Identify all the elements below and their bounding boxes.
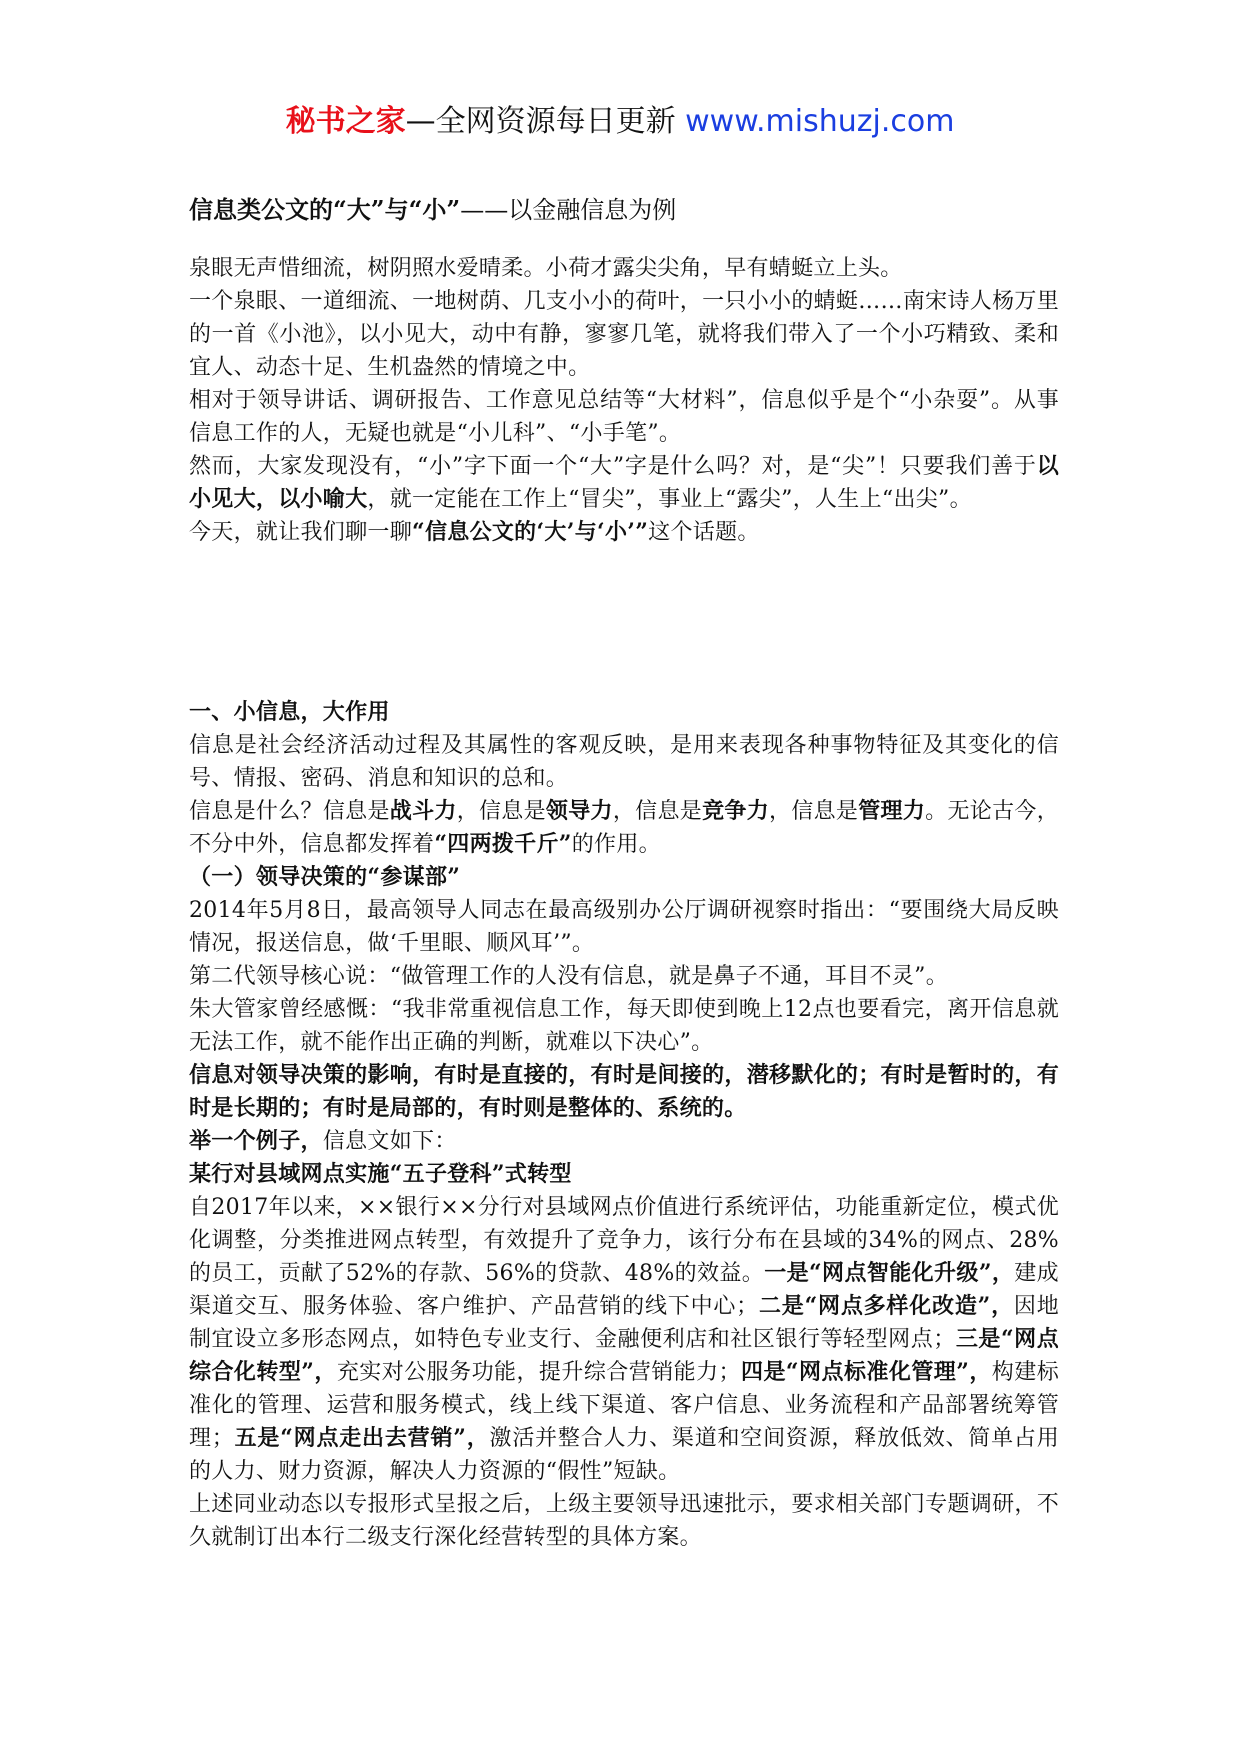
section-heading: 一、小信息，大作用 bbox=[189, 699, 390, 725]
intro-paragraph-1: 一个泉眼、一道细流、一地树荫、几支小小的荷叶，一只小小的蜻蜓……南宋诗人杨万里的一首《小池》，以小见大，动中有静，寥寥几笔，就将我们带入了一个小巧精致、柔和宜人、动态十足、生机盎然的情境之中。 bbox=[189, 289, 1059, 380]
emphasis-text: 四是“网点标准化管理”， bbox=[740, 1359, 992, 1385]
emphasis-text: 五是“网点走出去营销”， bbox=[234, 1425, 490, 1451]
text-run: 因地制宜设立多形态网点，如特色专业支行、金融便利店和社区银行等轻型网点； bbox=[189, 1294, 1059, 1352]
text-run: 建成渠道交互、服务体验、客户维护、产品营销的线下中心； bbox=[189, 1261, 1059, 1319]
emphasis-text: 领导力 bbox=[545, 798, 613, 824]
poem-line: 泉眼无声惜细流，树阴照水爱晴柔。小荷才露尖尖角，早有蜻蜓立上头。 bbox=[189, 256, 903, 281]
emphasis-text: 竞争力 bbox=[702, 798, 769, 824]
text-run: ，就一定能在工作上“冒尖”，事业上“露尖”，人生上“出尖”。 bbox=[367, 487, 972, 512]
text-run: ，信息是 bbox=[769, 799, 859, 824]
text-run: 。无论古今，不分中外，信息都发挥着 bbox=[189, 799, 1059, 857]
section-paragraph-8: 上述同业动态以专报形式呈报之后，上级主要领导迅速批示，要求相关部门专题调研，不久就制订出本行二级支行深化经营转型的具体方案。 bbox=[189, 1492, 1059, 1550]
emphasis-text: “四两拨千斤” bbox=[434, 831, 572, 857]
document-title bbox=[189, 192, 676, 228]
emphasis-text: 以小见大，以小喻大 bbox=[189, 453, 1059, 512]
intro-paragraph-2: 相对于领导讲话、调研报告、工作意见总结等“大材料”，信息似乎是个“小杂耍”。从事信息工作的人，无疑也就是“小儿科”、“小手笔”。 bbox=[189, 388, 1059, 446]
text-run: 构建标准化的管理、运营和服务模式，线上线下渠道、客户信息、业务流程和产品部署统筹管理； bbox=[189, 1360, 1060, 1451]
text-run: 的作用。 bbox=[571, 832, 661, 857]
section-paragraph-3: 2014年5月8日，最高领导人同志在最高级别办公厅调研视察时指出：“要围绕大局反映情况，报送信息，做‘千里眼、顺风耳’”。 bbox=[189, 898, 1059, 956]
text-run: ，信息是 bbox=[456, 799, 546, 824]
example-title: 某行对县域网点实施“五子登科”式转型 bbox=[189, 1161, 572, 1187]
brand-name: 秘书之家 bbox=[285, 104, 406, 139]
site-url[interactable]: www.mishuzj.com bbox=[685, 104, 955, 139]
section-paragraph-7 bbox=[189, 1125, 1059, 1158]
text-run: 然而，大家发现没有，“小”字下面一个“大”字是什么吗？对，是“尖”！只要我们善于 bbox=[189, 454, 1037, 479]
section-paragraph-5: 朱大管家曾经感慨：“我非常重视信息工作，每天即使到晚上12点也要看完，离开信息就无法工作，就不能作出正确的判断，就难以下决心”。 bbox=[189, 997, 1059, 1055]
text-run: ，信息是 bbox=[612, 799, 703, 824]
section-paragraph-1: 信息是社会经济活动过程及其属性的客观反映，是用来表现各种事物特征及其变化的信号、情报、密码、消息和知识的总和。 bbox=[189, 733, 1059, 791]
example-body bbox=[189, 1191, 1059, 1488]
emphasis-text: 战斗力 bbox=[389, 798, 457, 824]
text-run: 激活并整合人力、渠道和空间资源，释放低效、简单占用的人力、财力资源，解决人力资源的“假性”短缺。 bbox=[189, 1426, 1059, 1484]
text-run: 充实对公服务功能，提升综合营销能力； bbox=[336, 1360, 741, 1385]
text-run: 信息文如下： bbox=[322, 1129, 457, 1154]
text-run: 信息是什么？信息是 bbox=[189, 799, 390, 824]
site-banner bbox=[0, 98, 1240, 146]
section-paragraph-6: 信息对领导决策的影响，有时是直接的，有时是间接的，潜移默化的；有时是暂时的，有时是长期的；有时是局部的，有时则是整体的、系统的。 bbox=[189, 1062, 1059, 1121]
emphasis-text: 举一个例子， bbox=[189, 1128, 323, 1154]
title-main: 信息类公文的“大”与“小” bbox=[189, 195, 461, 224]
emphasis-text: 管理力 bbox=[858, 798, 926, 824]
intro-paragraph-3 bbox=[189, 450, 1059, 516]
text-run: 这个话题。 bbox=[648, 520, 760, 545]
subsection-heading: （一）领导决策的“参谋部” bbox=[189, 864, 461, 890]
title-subtitle: ——以金融信息为例 bbox=[460, 196, 677, 224]
intro-section bbox=[189, 252, 1059, 549]
section-one bbox=[189, 696, 1059, 1554]
banner-slogan: —全网资源每日更新 bbox=[405, 104, 686, 139]
section-paragraph-2 bbox=[189, 795, 1059, 861]
emphasis-text: 三是“网点综合化转型”， bbox=[189, 1326, 1060, 1385]
text-run: 今天，就让我们聊一聊 bbox=[189, 520, 413, 545]
intro-paragraph-4 bbox=[189, 516, 1059, 549]
emphasis-text: “信息公文的‘大’与‘小’” bbox=[412, 519, 649, 545]
section-paragraph-4: 第二代领导核心说：“做管理工作的人没有信息，就是鼻子不通，耳目不灵”。 bbox=[189, 964, 948, 989]
text-run: 自2017年以来，××银行××分行对县域网点价值进行系统评估，功能重新定位，模式优化调整，分类推进网点转型，有效提升了竞争力，该行分布在县域的34%的网点、28%的员工，贡献了52%的存款、56%的贷款、48%的效益。 bbox=[189, 1195, 1059, 1286]
emphasis-text: 二是“网点多样化改造”， bbox=[758, 1293, 1014, 1319]
emphasis-text: 一是“网点智能化升级”， bbox=[764, 1260, 1015, 1286]
